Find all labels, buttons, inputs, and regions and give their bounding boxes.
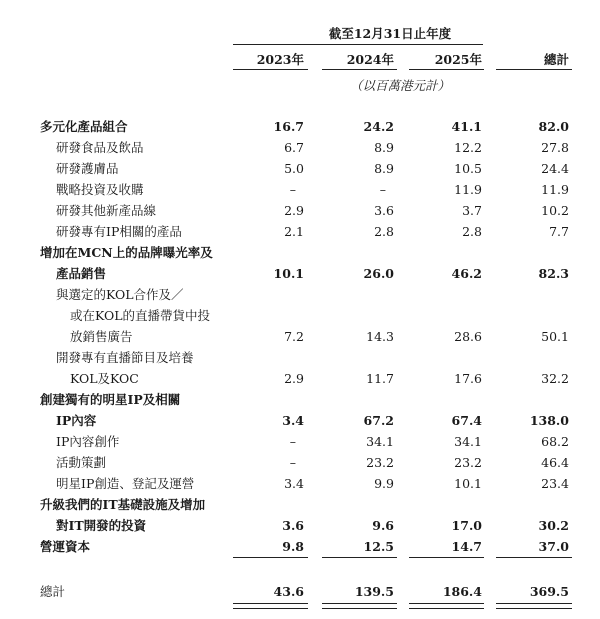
- table-row: [0, 201, 600, 221]
- table-row: [0, 537, 600, 557]
- value-2024: 9.6: [372, 518, 394, 533]
- value-total: 27.8: [541, 140, 569, 155]
- col-2025-underline: [409, 69, 484, 70]
- value-2024: 14.3: [366, 329, 394, 344]
- total-row: [0, 582, 600, 602]
- double-rule-2023: [233, 603, 308, 609]
- row-label: 戰略投資及收購: [56, 182, 144, 197]
- value-2025: 23.2: [454, 455, 482, 470]
- double-rule-total: [496, 603, 572, 609]
- row-label: 明星IP創造、登記及運營: [56, 476, 195, 491]
- value-2025: 12.2: [454, 140, 482, 155]
- subtotal-rule-2023: [233, 557, 308, 558]
- value-2025: 41.1: [451, 119, 482, 134]
- table-row: [0, 180, 600, 200]
- value-2024: 2.8: [374, 224, 394, 239]
- row-label: 研發專有IP相關的產品: [56, 224, 182, 239]
- value-total: 24.4: [541, 161, 569, 176]
- col-2025: 2025年: [434, 52, 482, 67]
- subtotal-rule-2025: [409, 557, 484, 558]
- value-2024: 11.7: [366, 371, 394, 386]
- table-row: [0, 117, 600, 137]
- row-label: IP內容創作: [56, 434, 120, 449]
- value-2025: 67.4: [451, 413, 482, 428]
- double-rule-2024: [322, 603, 397, 609]
- value-2024: 8.9: [374, 140, 394, 155]
- value-2023: –: [289, 182, 296, 197]
- row-label: KOL及KOC: [70, 371, 139, 386]
- row-label: 創建獨有的明星IP及相關: [40, 392, 181, 407]
- row-label: 放銷售廣告: [70, 329, 133, 344]
- value-2023: 10.1: [273, 266, 304, 281]
- value-total: 68.2: [541, 434, 569, 449]
- value-total: 11.9: [541, 182, 569, 197]
- col-2024-underline: [322, 69, 397, 70]
- value-2025: 28.6: [454, 329, 482, 344]
- value-2024: 3.6: [374, 203, 394, 218]
- value-2023: 7.2: [284, 329, 304, 344]
- subtotal-rule-2024: [322, 557, 397, 558]
- table-row: [0, 138, 600, 158]
- row-label: 開發專有直播節目及培養: [56, 350, 194, 365]
- value-2023: 3.4: [284, 476, 304, 491]
- value-2023: 16.7: [273, 119, 304, 134]
- row-label: 或在KOL的直播帶貨中投: [70, 308, 211, 323]
- value-total: 7.7: [549, 224, 569, 239]
- table-row: [0, 222, 600, 242]
- value-2025: 17.6: [454, 371, 482, 386]
- value-total: 10.2: [541, 203, 569, 218]
- value-2025: 34.1: [454, 434, 482, 449]
- value-2025: 10.1: [454, 476, 482, 491]
- unit-note: （以百萬港元計）: [350, 78, 451, 93]
- row-label: 研發護膚品: [56, 161, 119, 176]
- value-total: 82.0: [538, 119, 569, 134]
- row-label: 研發食品及飲品: [56, 140, 144, 155]
- table-row: [0, 516, 600, 536]
- total-2024: 139.5: [354, 584, 394, 599]
- col-total: 總計: [543, 52, 569, 67]
- value-2025: 14.7: [451, 539, 482, 554]
- table-row: [0, 285, 600, 305]
- table-row: [0, 432, 600, 452]
- value-2023: 5.0: [284, 161, 304, 176]
- value-total: 50.1: [541, 329, 569, 344]
- value-total: 138.0: [529, 413, 569, 428]
- total-overall: 369.5: [529, 584, 569, 599]
- value-2023: 9.8: [282, 539, 304, 554]
- value-2025: 17.0: [451, 518, 482, 533]
- value-2023: 2.9: [284, 371, 304, 386]
- row-label: 與選定的KOL合作及／: [56, 287, 184, 302]
- value-total: 30.2: [538, 518, 569, 533]
- row-label: 升級我們的IT基礎設施及增加: [40, 497, 206, 512]
- value-2024: 34.1: [366, 434, 394, 449]
- value-2023: 6.7: [284, 140, 304, 155]
- value-2025: 3.7: [462, 203, 482, 218]
- table-row: [0, 411, 600, 431]
- value-2023: –: [289, 455, 296, 470]
- value-2025: 46.2: [451, 266, 482, 281]
- table-row: [0, 390, 600, 410]
- period-underline: [233, 44, 483, 45]
- table-row: [0, 453, 600, 473]
- value-2024: –: [379, 182, 386, 197]
- table-row: [0, 495, 600, 515]
- value-2023: 3.6: [282, 518, 304, 533]
- table-row: [0, 264, 600, 284]
- row-label: 營運資本: [40, 539, 91, 554]
- row-label: 多元化產品組合: [40, 119, 128, 134]
- value-2024: 26.0: [363, 266, 394, 281]
- double-rule-2025: [409, 603, 484, 609]
- value-total: 46.4: [541, 455, 569, 470]
- col-2024: 2024年: [346, 52, 394, 67]
- value-2023: 3.4: [282, 413, 304, 428]
- table-row: [0, 348, 600, 368]
- row-label: IP內容: [56, 413, 97, 428]
- value-2023: 2.1: [284, 224, 304, 239]
- table-row: [0, 243, 600, 263]
- value-2024: 9.9: [374, 476, 394, 491]
- table-row: [0, 474, 600, 494]
- table-row: [0, 327, 600, 347]
- col-total-underline: [496, 69, 572, 70]
- value-2023: 2.9: [284, 203, 304, 218]
- table-row: [0, 369, 600, 389]
- subtotal-rule-total: [496, 557, 572, 558]
- value-2024: 12.5: [363, 539, 394, 554]
- total-label: 總計: [40, 584, 66, 599]
- value-total: 82.3: [538, 266, 569, 281]
- table-row: [0, 159, 600, 179]
- period-header: 截至12月31日止年度: [328, 26, 452, 41]
- col-2023: 2023年: [256, 52, 304, 67]
- value-total: 23.4: [541, 476, 569, 491]
- row-label: 活動策劃: [56, 455, 107, 470]
- value-2024: 23.2: [366, 455, 394, 470]
- value-2024: 67.2: [363, 413, 394, 428]
- value-2025: 10.5: [454, 161, 482, 176]
- value-2024: 8.9: [374, 161, 394, 176]
- value-total: 32.2: [541, 371, 569, 386]
- row-label: 產品銷售: [56, 266, 107, 281]
- total-2023: 43.6: [273, 584, 304, 599]
- value-2025: 2.8: [462, 224, 482, 239]
- value-2024: 24.2: [363, 119, 394, 134]
- value-2025: 11.9: [454, 182, 482, 197]
- value-total: 37.0: [538, 539, 569, 554]
- row-label: 對IT開發的投資: [56, 518, 147, 533]
- row-label: 研發其他新產品線: [56, 203, 157, 218]
- col-2023-underline: [233, 69, 308, 70]
- row-label: 增加在MCN上的品牌曝光率及: [40, 245, 213, 260]
- total-2025: 186.4: [442, 584, 482, 599]
- value-2023: –: [289, 434, 296, 449]
- table-row: [0, 306, 600, 326]
